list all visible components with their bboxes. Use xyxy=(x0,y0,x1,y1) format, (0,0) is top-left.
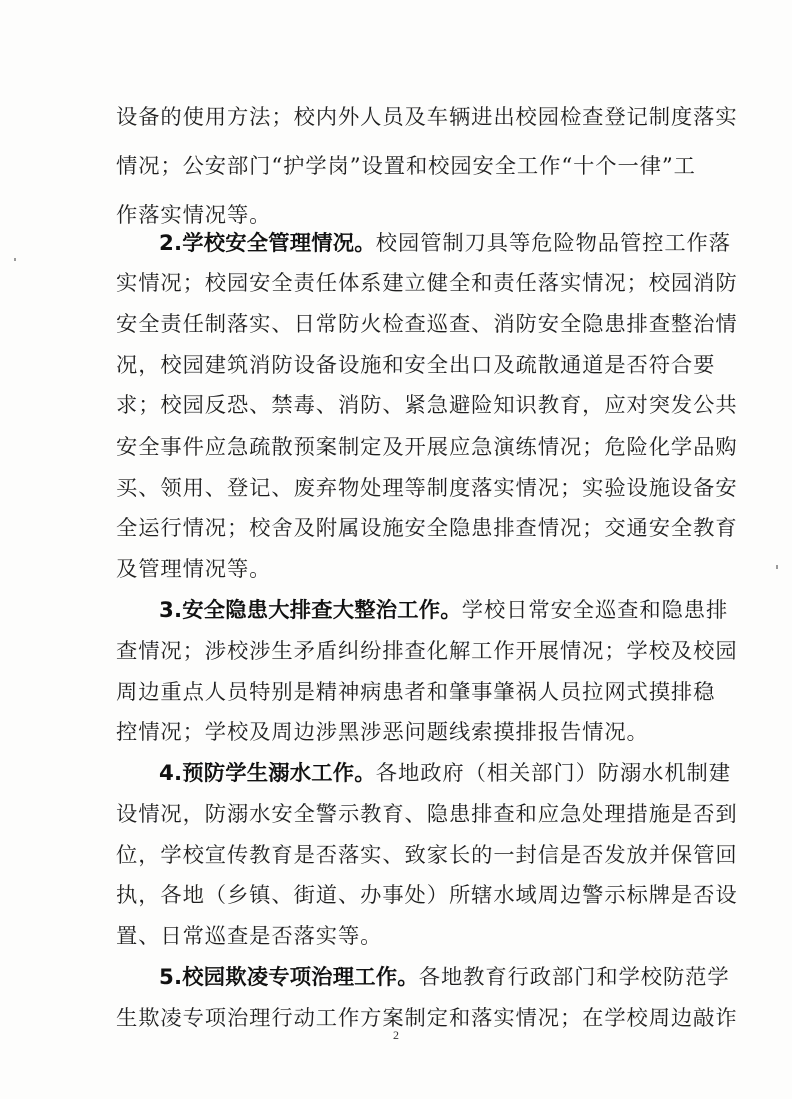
section-2-heading: 2.学校安全管理情况。 xyxy=(159,231,376,256)
body-line: 执，各地（乡镇、街道、办事处）所辖水域周边警示标牌是否设 xyxy=(116,883,738,908)
scan-speck xyxy=(776,565,778,569)
body-line: 位，学校宣传教育是否落实、致家长的一封信是否发放并保管回 xyxy=(116,843,738,868)
body-line: 实情况；校园安全责任体系建立健全和责任落实情况；校园消防 xyxy=(116,271,738,296)
body-line: 全运行情况；校舍及附属设施安全隐患排查情况；交通安全教育 xyxy=(116,516,738,541)
body-line: 作落实情况等。 xyxy=(116,203,272,228)
section-3-first-line xyxy=(159,591,728,631)
body-line: 周边重点人员特别是精神病患者和肇事肇祸人员拉网式摸排稳 xyxy=(116,680,716,705)
section-5-text: 各地教育行政部门和学校防范学 xyxy=(418,965,730,990)
body-line: 生欺凌专项治理行动工作方案制定和落实情况；在学校周边敲诈 xyxy=(116,1006,738,1031)
body-line: 情况；公安部门“护学岗”设置和校园安全工作“十个一律”工 xyxy=(116,154,696,179)
page-number: 2 xyxy=(393,1028,399,1042)
body-line: 况，校园建筑消防设备设施和安全出口及疏散通道是否符合要 xyxy=(116,353,716,378)
section-4-text: 各地政府（相关部门）防溺水机制建 xyxy=(375,761,731,786)
scan-speck xyxy=(14,258,16,261)
body-line: 控情况；学校及周边涉黑涉恶问题线索摸排报告情况。 xyxy=(116,720,649,745)
body-line: 及管理情况等。 xyxy=(116,557,272,582)
section-3-text: 学校日常安全巡查和隐患排 xyxy=(461,598,729,623)
body-line: 置、日常巡查是否落实等。 xyxy=(116,924,383,949)
section-2-first-line xyxy=(159,224,731,264)
body-line: 设备的使用方法；校内外人员及车辆进出校园检查登记制度落实 xyxy=(116,105,738,130)
body-line: 安全事件应急疏散预案制定及开展应急演练情况；危险化学品购 xyxy=(116,435,738,460)
section-4-heading: 4.预防学生溺水工作。 xyxy=(159,761,376,786)
body-line: 安全责任制落实、日常防火检查巡查、消防安全隐患排查整治情 xyxy=(116,312,738,337)
section-5-first-line xyxy=(159,958,730,998)
section-2-text: 校园管制刀具等危险物品管控工作落 xyxy=(375,231,731,256)
body-line: 查情况；涉校涉生矛盾纠纷排查化解工作开展情况；学校及校园 xyxy=(116,639,738,664)
section-3-heading: 3.安全隐患大排查大整治工作。 xyxy=(159,598,462,623)
body-line: 买、领用、登记、废弃物处理等制度落实情况；实验设施设备安 xyxy=(116,476,738,501)
body-line: 设情况，防溺水安全警示教育、隐患排查和应急处理措施是否到 xyxy=(116,802,738,827)
section-4-first-line xyxy=(159,754,731,794)
section-5-heading: 5.校园欺凌专项治理工作。 xyxy=(159,965,419,990)
body-line: 求；校园反恐、禁毒、消防、紧急避险知识教育，应对突发公共 xyxy=(116,393,738,418)
